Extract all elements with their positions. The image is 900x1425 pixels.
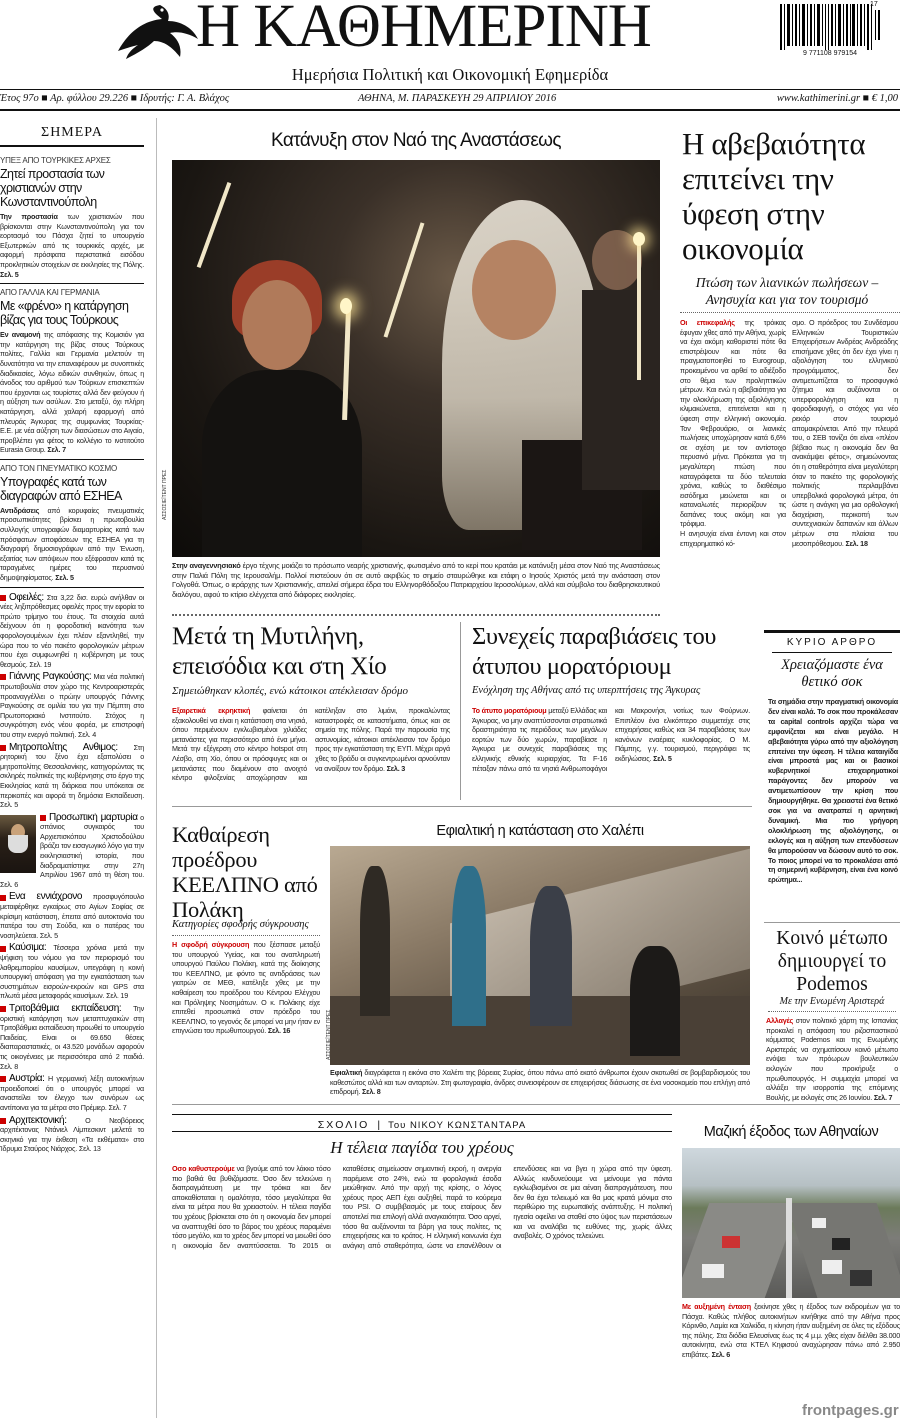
brief-title: Προσωπική μαρτυρία <box>49 812 138 823</box>
brief-text: Στα 3,22 δισ. ευρώ ανήλθαν οι νέες ληξιπρόθεσμες οφειλές προς την εφορία το πρώτο τρίμηνο του έτους. Τα στοιχεία αυτά δείχνουν ότι η φοροδοτική ικανότητα των φορολογουμένων έχει πλέον εξαντληθεί, την ώρα που το νέο πακέτο φορολογικών μέτρων που έχει συμφωνηθεί η κυβέρνηση με τους θεσμούς. <box>0 592 144 669</box>
section-body <box>0 330 144 455</box>
sidebar-briefs <box>0 593 144 1154</box>
barcode-icon <box>778 4 882 50</box>
traffic-photo <box>682 1148 900 1298</box>
brief-ref: Σελ. 19 <box>29 659 52 669</box>
brief-text: ο σπάνιος συγκαιρός του Αρχιεπισκόπου Χριστοδούλου βράζει τον εισαγωγικό λόγο για την εκκλησιαστική ιστορία, που διαδραματίστηκε στην 27η Απριλίου 1967 από τη θέση του. <box>40 812 144 880</box>
info-date: ΑΘΗΝΑ, Μ. ΠΑΡΑΣΚΕΥΗ 29 ΑΠΡΙΛΙΟΥ 2016 <box>358 93 557 104</box>
section-text: των χριστιανών που βρίσκονται στην Κωνσταντινούπολη για τον εορτασμό του Πάσχα ζητεί το υπουργείο Εξωτερικών από τις τουρκικές αρχές, με αφορμή πρόσφατα περιστατικά εισόδου προκλητικών στοιχείων σε εκκλησίες της Πόλης. <box>0 212 144 269</box>
info-left: Έτος 97ο ■ Αρ. φύλλου 29.226 ■ Ιδρυτής: Γ. Α. Βλάχος <box>0 93 230 104</box>
brief-text: Ο Νεοβόρειος αρχιτέκτονας Ντάνιελ Λίμπεσκιντ μελετά το σκηνικό για την έκθεση «Τα εκθέματα» στο Ίδρυμα Σταύρος Νιάρχος. <box>0 1115 144 1154</box>
lead-col1-text: της τρόικας έφυγαν χθες από την Αθήνα, χωρίς να έχει ακόμη καθοριστεί πότε θα επιστρέψουν και πότε θα πραγματοποιηθεί το Eurogroup, προκειμένου να αρθεί το αδιέξοδο στο θέμα των προληπτικών μέτρων. Και ενώ η αβεβαιότητα για την ολοκλήρωση της αξιολόγησης κλιμακώνεται, επιτείνεται και η ύφεση στην ελληνική οικονομία. Τον Φεβρουάριο, οι λιανικές πωλήσεις υποχώρησαν κατά 6,6% σε σχέση με τον αντίστοιχο περυσινό μήνα. Πρόκειται για τη μεγαλύτερη πτώση που καταγράφεται τα δύο τελευταία χρόνια, καθώς το διαθέσιμο εισόδημα μειώνεται και οι καταναλωτές περιορίζουν τις δαπάνες τους ακόμη και για τρόφιμα. <box>680 318 786 529</box>
section-body <box>0 506 144 583</box>
sidebar-header: ΣΗΜΕΡΑ <box>41 125 103 140</box>
section-text: από κορυφαίες πνευματικές προσωπικότητες βρίσκει η πρωτοβουλία συλλογής υπογραφών διαμαρτυρίας κατά των πρόσφατων αποφάσεων της ΕΣΗΕΑ για τη διαγραφή δημοσιογράφων από την Ένωση, εξαιτίας των απόψεων που εξέφρασαν κατά τις ταραγμένες ημέρες του περυσινού δημοψηφίσματος. <box>0 505 144 583</box>
podemos-headline: Κοινό μέτωπο δημιουργεί το Podemos <box>776 928 888 995</box>
info-bar <box>0 90 900 110</box>
violations-deck: Ενόχληση της Αθήνας από τις υπερπτήσεις της Άγκυρας <box>472 685 701 696</box>
bullet-square-icon <box>0 1006 6 1012</box>
column-text: να βγούμε από τον λάκκο τόσο πιο βαθιά θα βυθιζόμαστε. Όσο δεν τελειώνει η διαπραγμάτευση με την τρόικα και δεν αποκαθίσταται η ομαλότητα, τόσο μεγαλύτερα θα είναι τα μέτρα που θα χρειαστούν. Η τέλεια παγίδα του χρέους βρίσκεται στο ότι η οικονομία δεν μπορεί να αναπτυχθεί όσο το βάρος του χρέους παραμένει τόσο μεγάλο, και το χρέος δεν μπορεί να μειωθεί όσο η οικονομία δεν αναπτύσσεται. Το 2015 οι καταθέσεις σημείωσαν σημαντική εκροή, η ανεργία παρέμεινε στο 24%, ενώ τα φορολογικά έσοδα μειώθηκαν. Από την αρχή της κρίσης, ο λόγος χρέους προς ΑΕΠ έχει αυξηθεί, παρά το κούρεμα του PSI. Ο συμβιβασμός με τους εταίρους δεν αποτελεί πια επιλογή αλλά αναγκαιότητα. Όσο αργεί, τόσο θα αυξάνονται τα βάρη για τους πολίτες, τις επιχειρήσεις και το κράτος. Η ελληνική κοινωνία έχει ανάγκη από σταθερότητα, ώστε να επανέλθουν οι επενδύσεις και να βγει η χώρα από την ύφεση. Αλλιώς κινδυνεύουμε να μείνουμε για πάντα εγκλωβισμένοι σε μια αέναη διαπραγμάτευση, που δεν θα έχει τελειωμό και θα μας κρατά μόνιμα στο περιθώριο της ευρωπαϊκής ανάπτυξης. Η πολιτική ηγεσία οφείλει να σταθεί στο ύψος των περιστάσεων και να αναλάβει τις ευθύνες της, χωρίς άλλες αναβολές. Ο χρόνος τελειώνει. <box>172 1164 672 1250</box>
section-divider-1 <box>172 806 752 807</box>
brief-text: Τέσσερα χρόνια μετά την ψήφιση του νόμου για τον περιορισμό του λαθρεμπορίου καυσίμων, υπεγράφη η κοινή υπουργική απόφαση για την εγκατάσταση των συστημάτων εισροών-εκροών και GPS στα πλωτά μέσα μεταφοράς καυσίμων. <box>0 943 144 1001</box>
violations-story[interactable] <box>472 622 750 802</box>
archbishop-photo <box>0 815 36 873</box>
violations-headline: Συνεχείς παραβιάσεις του άτυπου μορατόριουμ <box>472 623 717 680</box>
aleppo-photo-credit: ΑΣΣΟΣΙΕΪΤΕΝΤ ΠΡΕΣ <box>326 1009 332 1060</box>
masthead-subtitle: Ημερήσια Πολιτική και Οικονομική Εφημερίδα <box>291 65 609 84</box>
brief-title: Γιάννης Ραγκούσης: <box>9 671 92 683</box>
caption-text: έργο τέχνης μοιάζει το πρόσωπο νεαρής χριστιανής, φωτισμένο από το κερί που κρατάει με κατάνυξη μέσα στον Ναό της Αναστάσεως στην Παλιά Πόλη της Ιερουσαλήμ. Πολλοί πιστεύουν ότι σε αυτό ακριβώς το σημείο σταυρώθηκε και ετάφη ο Ιησούς Χριστός μετά την ανάσταση στον Γολγοθά. Όπως, ο ιεράρχης των Χριστιανικής, απειλεί σήμερα έδρα του Ελληνορθόδοξου Πατριαρχείου Ιεροσολύμων, αλλά και σύμβολο του διαθρησκευτικού διαλόγου, αφού το κτίριο ελέγχεται από διάφορες εκκλησίες. <box>172 561 660 600</box>
lead-col1-tail: Η ανησυχία είναι έντονη και στον επιχειρηματικό κό- <box>680 529 786 548</box>
brief-title: Μητροπολίτης Ανθιμος: <box>9 741 118 753</box>
bullet-square-icon <box>0 595 6 601</box>
section-lead: Αντιδράσεις <box>0 505 40 515</box>
section-lead: Την προστασία <box>0 212 58 221</box>
main-photo-heading: Κατάνυξη στον Ναό της Αναστάσεως <box>271 130 561 151</box>
section-divider-2 <box>172 1104 900 1105</box>
column-body <box>172 1164 672 1424</box>
brief-item[interactable] <box>0 1004 144 1071</box>
brief-text: Την οριστική κατάργηση των μεταπτυχιακών στη Τριτοβάθμια εκπαίδευση προωθεί το υπουργείο Παιδείας. Είναι οι 69.650 θέσεις διαπαραστατικές, οι 43.520 μονάδων αφορούν τις οικογένειες με περισσότερα από 2 παιδιά. <box>0 1003 144 1061</box>
section-kicker: ΥΠΕΞ ΑΠΟ ΤΟΥΡΚΙΚΕΣ ΑΡΧΕΣ <box>0 156 111 165</box>
aleppo-heading: Εφιαλτική η κατάσταση στο Χαλέπι <box>436 823 644 839</box>
sidebar-header-rule <box>0 145 144 147</box>
bullet-square-icon <box>0 674 6 680</box>
exodus-text: ξεκίνησε χθες η έξοδος των εκδρομέων για το Πάσχα. Καθώς πλήθος αυτοκινήτων κινήθηκε από την Αθήνα προς Κόρινθο, Λαμία και Χαλκίδα, η κίνηση ήταν αυξημένη σε όλες τις εξόδους της πόλης. Στα διόδια Ελευσίνας έως τις 4 μ.μ. χθες είχαν διέλθει 38.000 αυτοκίνητα, ενώ στα ΚΤΕΛ Κηφισού αναχώρησαν πάνω από 2.950 επιβάτες. <box>682 1302 900 1359</box>
keelpno-story[interactable] <box>172 822 320 1102</box>
column-title: Η τέλεια παγίδα του χρέους <box>330 1138 514 1157</box>
column-lead: Οσο καθυστερούμε <box>172 1164 235 1173</box>
barcode <box>778 1 882 60</box>
mytilene-text: φαίνεται ότι εξακολουθεί να είναι η κατάσταση στα νησιά, όπου περιμένουν εγκλωβισμένοι χιλιάδες μετανάστες για περισσότερο από ένα μήνα. Μετά την εξέγερση στο κέντρο hotspot στη Λέσβο, στη Χίο, όπου οι πρόσφυγες και οι μετανάστες που διαμένουν στο ανοιχτό κέντρο φιλοξενίας αποχώρησαν και κατέληξαν στο λιμάνι, προκαλώντας καταστροφές σε καταστήματα, όπως και σε σημεία της πόλης. Παρά την παρουσία της αστυνομίας, κάτοικοι απέκλεισαν τον δρόμο προς την εγκατάσταση της ΕΥΠ. Μέχρι αργά χθες το βράδυ οι συγκεντρωμένοι αρνούνταν να ανοίξουν τον δρόμο. <box>172 706 450 783</box>
lead-story-col2 <box>792 318 898 608</box>
section-text: της απόφασης της Κομισιόν για την κατάργηση της βίζας στους Τούρκους πολίτες, Γαλλία και Γερμανία μελετούν τη δυνατότητα να την επαναφέρουν με συνοπτικές διαδικασίες, λόγω ειδικών συνθηκών, όπως η άνοδος του αριθμού των Τούρκων επισκεπτών που έρχονται ως τουρίστες αλλά δεν φεύγουν ή η αύξηση των ασύλων. Στο μεταξύ, όχι πλήρη κατάργηση, αλλά χαλαρή εφαρμογή από πλευράς Άγκυρας της συμφωνίας Τουρκίας-Ε.Ε. με νέα αύξηση των διασώσεων στο Αιγαίο, προβλέπει για φέτος το κολλέγιο το ινστιτούτο Eurasia Group. <box>0 330 144 455</box>
aleppo-caption-text: διαγράφεται η εικόνα στο Χαλέπι της βόρειας Συρίας, όπου πάνω από εκατό άνθρωποι έχουν σκοτωθεί σε βομβαρδισμούς του καθεστώτος αλλά και των ανταρτών. Στη φωτογραφία, άνδρες συνεισφέρουν σε επιχειρήσεις διάσωσης σε ένα νοσοκομείο που επλήγη από επιδρομή. <box>330 1068 750 1097</box>
phoenix-logo-icon <box>108 3 200 61</box>
violations-ref: Σελ. 5 <box>653 753 672 763</box>
editorial-body: Τα σημάδια στην πραγματική οικονομία δεν είναι καλά. Το σοκ που προκάλεσαν τα capital controls αρχίζει τώρα να εμφανίζεται και είναι μεγάλο. Η αβεβαιότητα γύρω από την αξιολόγηση επιτείνει την ύφεση. Η τέλεια καταιγίδα είναι μπροστά μας και οι βασικοί κυβερνητικοί επιχειρηματικοί παράγοντες δεν μπορούν να αντιμετωπίσουν την κρίση που δημιουργήθηκε. Θα χρειαστεί ένα θετικό σοκ για να ανατραπεί η αρνητική δυναμική. Μια πιο γρήγορη ολοκλήρωση της αξιολόγησης, οι εκλογές και η αύξηση των επενδύσεων θα μπορούσαν να δώσουν αυτό το σοκ. Το ποιος μπορεί να το προκαλέσει από τη σημερινή κυβέρνηση, είναι ένα κοινό ερώτημα... <box>768 697 898 885</box>
bullet-square-icon <box>40 815 46 821</box>
mytilene-headline: Μετά τη Μυτιλήνη, επεισόδια και στη Χίο <box>172 623 387 680</box>
exodus-ref: Σελ. 6 <box>711 1349 731 1359</box>
barcode-issue: 17 <box>870 1 878 8</box>
column-label-bar <box>172 1114 672 1132</box>
section-headline: Υπογραφές κατά των διαγραφών από ΕΣΗΕΑ <box>0 474 122 503</box>
brief-text: Μια νέα πολιτική πρωτοβουλία στον χώρο της Κεντροαριστεράς προαναγγέλλει ο πρώην υπουργός Γιάννης Ραγκούσης σε ομιλία του για την Πέμπτη στο Πρωτοποριακό Ινστιτούτο. Στόχος η συγκρότηση ενός νέου φορέα, με επιστροφή του στην ενεργό πολιτική. <box>0 672 144 739</box>
keelpno-body <box>172 940 320 1100</box>
brief-item[interactable] <box>0 743 144 810</box>
brief-ref: Σελ. 8 <box>0 1061 19 1071</box>
mytilene-lead: Εξαιρετικά εκρηκτική <box>172 706 251 715</box>
lead-story-headline: Η αβεβαιότητα επιτείνει την ύφεση στην οικονομία <box>682 126 866 266</box>
brief-ref: Σελ. 4 <box>77 729 96 739</box>
exodus-story[interactable] <box>682 1110 900 1425</box>
brief-ref: Σελ. 5 <box>39 930 58 940</box>
editorial-box[interactable] <box>764 630 900 915</box>
dotted-divider <box>172 614 660 616</box>
section-lead: Εν αναμονή <box>0 330 41 340</box>
jerusalem-photo <box>172 160 660 557</box>
brief-title: Ενα εννιάχρονο <box>9 891 83 903</box>
podemos-lead: Αλλαγές <box>766 1016 794 1025</box>
section-headline: Με «φρένο» η κατάργηση βίζας για τους Τούρκους <box>0 299 129 328</box>
violations-body <box>472 706 750 802</box>
column-story[interactable] <box>172 1110 672 1425</box>
brief-title: Τριτοβάθμια εκπαίδευση: <box>9 1002 122 1014</box>
section-headline: Ζητεί προστασία των χριστιανών στην Κωνσταντινούπολη <box>0 167 105 209</box>
brief-ref: Σελ. 19 <box>106 991 129 1001</box>
podemos-story[interactable] <box>764 922 900 1102</box>
jerusalem-caption <box>172 561 660 609</box>
column-author: Του ΝΙΚΟΥ ΚΩΝΣΤΑΝΤΑΡΑ <box>388 1120 527 1131</box>
podemos-deck: Με την Ενωμένη Αριστερά <box>779 996 885 1007</box>
sidebar-section[interactable] <box>0 288 144 460</box>
mytilene-ref: Σελ. 3 <box>386 763 406 773</box>
keelpno-deck: Κατηγορίες σφοδρής σύγκρουσης <box>172 919 309 930</box>
jerusalem-photo-credit: ΑΣΣΟΣΙΕΪΤΕΝΤ ΠΡΕΣ <box>162 469 168 520</box>
masthead <box>0 0 900 92</box>
mytilene-body <box>172 706 450 802</box>
lead-col1-lead: Οι επικεφαλής <box>680 318 735 327</box>
violations-text: μεταξύ Ελλάδας και Άγκυρας, να μην αναπτύσσονται στρατιωτικά δραστηριότητα τις περιόδους των μεγάλων εορτών των δύο χωρών, παραβίασε η Άγκυρα με συνεχείς παραβιάσεις της ελληνικής εθνικής κυριαρχίας. Τα F-16 πέταξαν πάνω από τα νησιά Ανθρωποφάγοι και Μακρονήσι, νοτίως των Φούρνων. Επιπλέον ένα ελικόπτερο συμμετείχε στις επιχειρήσεις καθώς και 34 παραβιάσεις των κανόνων εναέριας κυκλοφορίας. Ο Μ. Πάμπης, γ.γ. τουρισμού, περιγράφει τις εκδηλώσεις. <box>472 706 750 773</box>
keelpno-text: που ξέσπασε μεταξύ του υπουργού Υγείας, και του αναπληρωτή υπουργού Παύλου Πολάκη, κατά της διοίκησης του ΚΕΕΛΠΝΟ, με φόντο τις αντιδράσεις των γιατρών σε ΜΕΘ, κατέληξε χθες με την καθαίρεση του προέδρου του Κέντρου Ελέγχου και Πρόληψης Νοσημάτων. Ο κ. Πολάκης είχε επιτεθεί προσωπικά στον πρόεδρο του ΚΕΕΛΠΝΟ, το γεγονός δε μπορεί να μην ήταν εν επιγνώσει του πρωθυπουργού. <box>172 940 320 1036</box>
mytilene-deck: Σημειώθηκαν κλοπές, ενώ κάτοικοι απέκλεισαν δρόμο <box>172 685 409 697</box>
editorial-title: Χρειαζόμαστε ένα θετικό σοκ <box>781 657 883 690</box>
sidebar-section[interactable] <box>0 156 144 284</box>
lead-col2-ref: Σελ. 18 <box>845 538 868 548</box>
info-rule <box>0 109 900 111</box>
lead-story-deck: Πτώση των λιανικών πωλήσεων – Ανησυχία και για τον τουρισμό <box>695 275 879 307</box>
keelpno-rule <box>172 935 320 936</box>
brief-item[interactable] <box>0 892 144 940</box>
podemos-ref: Σελ. 7 <box>873 1092 893 1102</box>
mytilene-story[interactable] <box>172 622 450 802</box>
brief-item[interactable] <box>0 672 144 739</box>
keelpno-lead: Η σφοδρή σύγκρουση <box>172 940 250 949</box>
brief-item[interactable] <box>0 1116 144 1154</box>
aleppo-ref: Σελ. 8 <box>362 1087 381 1097</box>
caption-lead: Στην αναγεννησιακό <box>172 561 241 570</box>
barcode-number: 9 771108 979154 <box>803 50 857 57</box>
sidebar-section[interactable] <box>0 464 144 588</box>
brief-title: Καύσιμα: <box>9 942 47 954</box>
section-kicker: ΑΠΟ ΤΟΝ ΠΝΕΥΜΑΤΙΚΟ ΚΟΣΜΟ <box>0 463 118 473</box>
editorial-label: ΚΥΡΙΟ ΑΡΘΡΟ <box>786 637 878 648</box>
keelpno-ref: Σελ. 16 <box>267 1026 291 1036</box>
brief-ref: Σελ. 6 <box>0 879 19 889</box>
section-ref: Σελ. 5 <box>0 269 19 279</box>
keelpno-headline: Καθαίρεση προέδρου ΚΕΕΛΠΝΟ από Πολάκη <box>172 822 318 922</box>
brief-item[interactable] <box>0 813 144 890</box>
brief-ref: Σελ. 5 <box>0 800 19 810</box>
aleppo-caption-lead: Εφιαλτική <box>330 1068 363 1077</box>
brief-title: Αρχιτεκτονική: <box>9 1114 67 1126</box>
sidebar <box>0 118 144 1425</box>
brief-ref: Σελ. 13 <box>78 1144 101 1154</box>
bullet-square-icon <box>0 946 6 952</box>
sidebar-divider <box>156 118 157 1418</box>
bullet-square-icon <box>0 745 6 751</box>
violations-lead: Το άτυπο μορατόριουμ <box>472 706 547 715</box>
brief-ref: Σελ. 7 <box>108 1102 127 1112</box>
brief-text: προσφυγόπουλο μεταφέρθηκε εγκαίρως στο Αγίων Σοφίας σε κρίσιμη κατάσταση, έπειτα από αυτοκτονία του πατέρα του στη Σούδα, και ο πατέρας του νοσηλεύεται. <box>0 892 144 940</box>
brief-text: Η γερμανική λέξη αυτοκινήτων προειδοποιεί ότι ο υπουργός μπορεί να αναστείλει τον έλεγχο των συνόρων ως αντίποινα για τα μέτρα στο Πρέμιερ. <box>0 1074 144 1112</box>
lead-story-col1 <box>680 318 786 608</box>
column-label: ΣΧΟΛΙΟ <box>317 1119 370 1131</box>
info-right: www.kathimerini.gr ■ € 1,00 <box>776 93 898 104</box>
bullet-square-icon <box>0 1076 6 1082</box>
sidebar-sections <box>0 156 144 1157</box>
podemos-body <box>766 1016 898 1102</box>
bullet-square-icon <box>0 1118 6 1124</box>
lead-deck-rule <box>680 312 900 313</box>
brief-title: Οφειλές: <box>9 591 44 603</box>
brief-item[interactable] <box>0 943 144 1001</box>
brief-item[interactable] <box>0 593 144 670</box>
section-ref: Σελ. 7 <box>47 445 66 455</box>
masthead-title: Η ΚΑΘΗΜΕΡΙΝΗ <box>196 0 651 60</box>
section-ref: Σελ. 5 <box>55 573 74 583</box>
exodus-heading: Μαζική έξοδος των Αθηναίων <box>703 1124 879 1140</box>
aleppo-photo <box>330 846 750 1065</box>
aleppo-caption <box>330 1068 750 1098</box>
editorial-label-rule <box>772 652 892 653</box>
podemos-rule <box>768 1011 896 1012</box>
lead-story[interactable] <box>668 126 900 611</box>
brief-title: Αυστρία: <box>9 1073 45 1085</box>
section-body <box>0 212 144 279</box>
column-separator: | <box>377 1119 381 1131</box>
section-kicker: ΑΠΟ ΓΑΛΛΙΑ ΚΑΙ ΓΕΡΜΑΝΙΑ <box>0 288 100 298</box>
exodus-lead: Με αυξημένη ένταση <box>682 1302 751 1311</box>
mid-vertical-rule <box>460 622 461 800</box>
lead-col2-text: σμο. Ο πρόεδρος του Συνδέσμου Ελληνικών Τουριστικών Επιχειρήσεων Ανδρέας Ανδρεάδης επισήμανε χθες ότι δεν έχει γίνει η αξιολόγηση του ελληνικού προγράμματος, δεν αντιμετωπίζεται το προσφυγικό ζήτημα και αυξάνονται οι υπερφορολόγηση και η φοροδιαφυγή, ο στόχος για νέο ρεκόρ στον τουρισμό απομακρύνεται. Από την πλευρά του, ο ΣΕΒ τονίζει ότι είναι «πλέον βέβαιο πως η οικονομία δεν θα ανακάμψει φέτος», σημειώνοντας ότι η σταθερότητα είναι μεγαλύτερη όταν το πακέτο της φορολογικής πολιτικής περιλαμβάνει υπερβολικά φορολογικά μέτρα, ότι ώστε η ανάγκη για μια ορθολογική διαχείριση, περικοπή των συντεχνιακών δαπανών και άλλων μέτρων στα πλαίσια του μεσοπρόθεσμου. <box>792 318 898 548</box>
brief-item[interactable] <box>0 1074 144 1112</box>
watermark: frontpages.gr <box>802 1402 899 1419</box>
brief-text: Στη ρητορική του ξένο έχει εξαπολύσει ο μητροπολίτης Θεσσαλονίκης, κατηγορώντας τις σκληρές πολιτικές της κυβέρνησης στο έργο της Εκκλησίας κατά τη διάρκεια που υπόκειται σε περικοπές και αφορά τη δημόσια Εκπαίδευση. <box>0 742 144 800</box>
podemos-text: στον πολιτικό χάρτη της Ισπανίας προκαλεί η απόφαση του ριζοσπαστικού κόμματος Podemos και της Ενωμένης Αριστεράς να σχηματίσουν κοινό μέτωπο ενόψει των πρόωρων βουλευτικών εκλογών που προκήρυξε ο πρωθυπουργός. Η συμμαχία μπορεί να αλλάξει την ισορροπία της επόμενης Βουλής, με εκλογές στις 26 Ιουνίου. <box>766 1016 898 1102</box>
bullet-square-icon <box>0 895 6 901</box>
